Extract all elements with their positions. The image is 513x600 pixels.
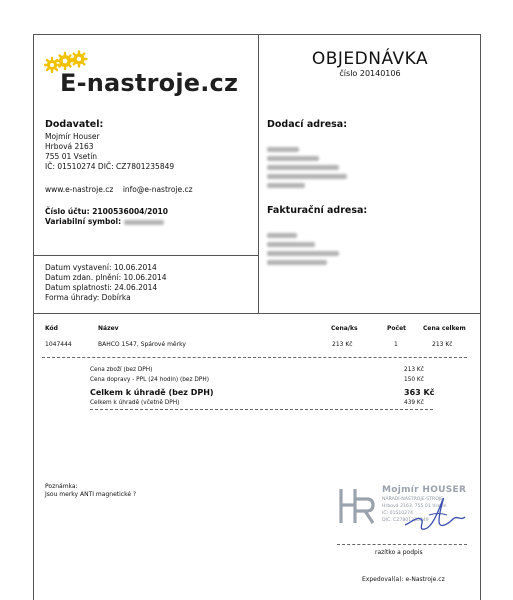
col-header-total: Cena celkem <box>423 325 466 332</box>
redacted-line <box>267 174 347 179</box>
supplier-name: Mojmír Houser <box>45 132 100 141</box>
supplier-city: 755 01 Vsetín <box>45 152 98 161</box>
company-stamp <box>337 483 477 533</box>
stamp-name: Mojmír HOUSER <box>382 485 467 495</box>
email-link[interactable]: info@e-nastroje.cz <box>122 185 193 194</box>
account-number: Číslo účtu: 2100536004/2010 <box>45 207 168 216</box>
signature <box>399 491 469 535</box>
item-price: 213 Kč <box>332 341 353 348</box>
supplier-ids: IČ: 01510274 DIČ: CZ7801235849 <box>45 162 175 171</box>
redacted-line <box>267 165 339 170</box>
redacted-line <box>267 260 327 265</box>
total-vat-value: 439 Kč <box>404 400 424 406</box>
note-label: Poznámka: <box>45 483 78 490</box>
delivery-address-redacted <box>267 139 347 184</box>
signature-line <box>337 544 467 545</box>
supplier-heading: Dodavatel: <box>45 119 104 130</box>
taxable-date: Datum zdan. plnění: 10.06.2014 <box>45 273 167 282</box>
redacted-line <box>267 242 315 247</box>
redacted-line <box>267 156 319 161</box>
col-header-price: Cena/ks <box>331 325 358 332</box>
hr-monogram-icon <box>337 485 377 527</box>
signature-label: razítko a podpis <box>375 549 423 556</box>
redacted-line <box>267 251 339 256</box>
logo-text: E-nastroje.cz <box>60 69 239 97</box>
redacted-line <box>267 147 299 152</box>
variable-symbol <box>45 217 168 227</box>
dispatched-by: Expedoval(a): e-Nastroje.cz <box>362 576 445 583</box>
issue-date: Datum vystavení: 10.06.2014 <box>45 263 157 272</box>
summary-divider <box>90 409 433 410</box>
payment-method: Forma úhrady: Dobírka <box>45 293 131 302</box>
total-value: 363 Kč <box>404 388 435 397</box>
col-header-code: Kód <box>45 325 58 332</box>
document-title: OBJEDNÁVKA <box>311 49 429 69</box>
due-date: Datum splatnosti: 24.06.2014 <box>45 283 158 292</box>
item-total: 213 Kč <box>432 341 453 348</box>
stamp-line: DIČ: CZ7801235849 <box>382 518 429 523</box>
dates-divider <box>34 255 258 256</box>
supplier-contacts <box>45 185 193 195</box>
order-number: číslo 20140106 <box>339 69 401 78</box>
goods-price-label: Cena zboží (bez DPH) <box>90 367 153 373</box>
item-name: BAHCO 1547, Spárové měrky <box>98 341 186 348</box>
order-document <box>33 34 481 600</box>
supplier-address <box>45 132 174 172</box>
note-block <box>45 483 136 498</box>
variable-symbol-label: Variabilní symbol: <box>45 217 122 226</box>
delivery-heading: Dodací adresa: <box>267 119 348 130</box>
company-logo <box>42 49 252 99</box>
redacted-value <box>124 220 164 225</box>
header-divider <box>34 313 480 314</box>
redacted-line <box>267 233 297 238</box>
total-label: Celkem k úhradě (bez DPH) <box>90 388 214 397</box>
col-header-qty: Počet <box>387 325 407 332</box>
stamp-line: IČ: 01510274 <box>382 511 413 516</box>
bank-info <box>45 207 168 227</box>
shipping-price-label: Cena dopravy - PPL (24 hodin) (bez DPH) <box>90 377 209 383</box>
item-qty: 1 <box>394 341 398 348</box>
items-divider <box>42 357 467 358</box>
dates-block <box>45 263 166 303</box>
billing-heading: Fakturační adresa: <box>267 205 368 216</box>
item-code: 1047444 <box>45 341 72 348</box>
supplier-street: Hrbová 2163 <box>45 142 94 151</box>
website-link[interactable]: www.e-nastroje.cz <box>45 185 114 194</box>
goods-price-value: 213 Kč <box>404 367 424 373</box>
total-vat-label: Celkem k úhradě (včetně DPH) <box>90 400 180 406</box>
billing-address-redacted <box>267 225 339 261</box>
stamp-line: Hrbová 2163, 755 01 Vsetín <box>382 504 447 509</box>
col-header-name: Název <box>98 325 119 332</box>
shipping-price-value: 150 Kč <box>404 377 424 383</box>
stamp-line: NÁŘADÍ-NÁSTROJE-STROJE <box>382 497 444 502</box>
note-text: Jsou merky ANTI magnetické ? <box>45 490 137 498</box>
redacted-line <box>267 183 305 188</box>
